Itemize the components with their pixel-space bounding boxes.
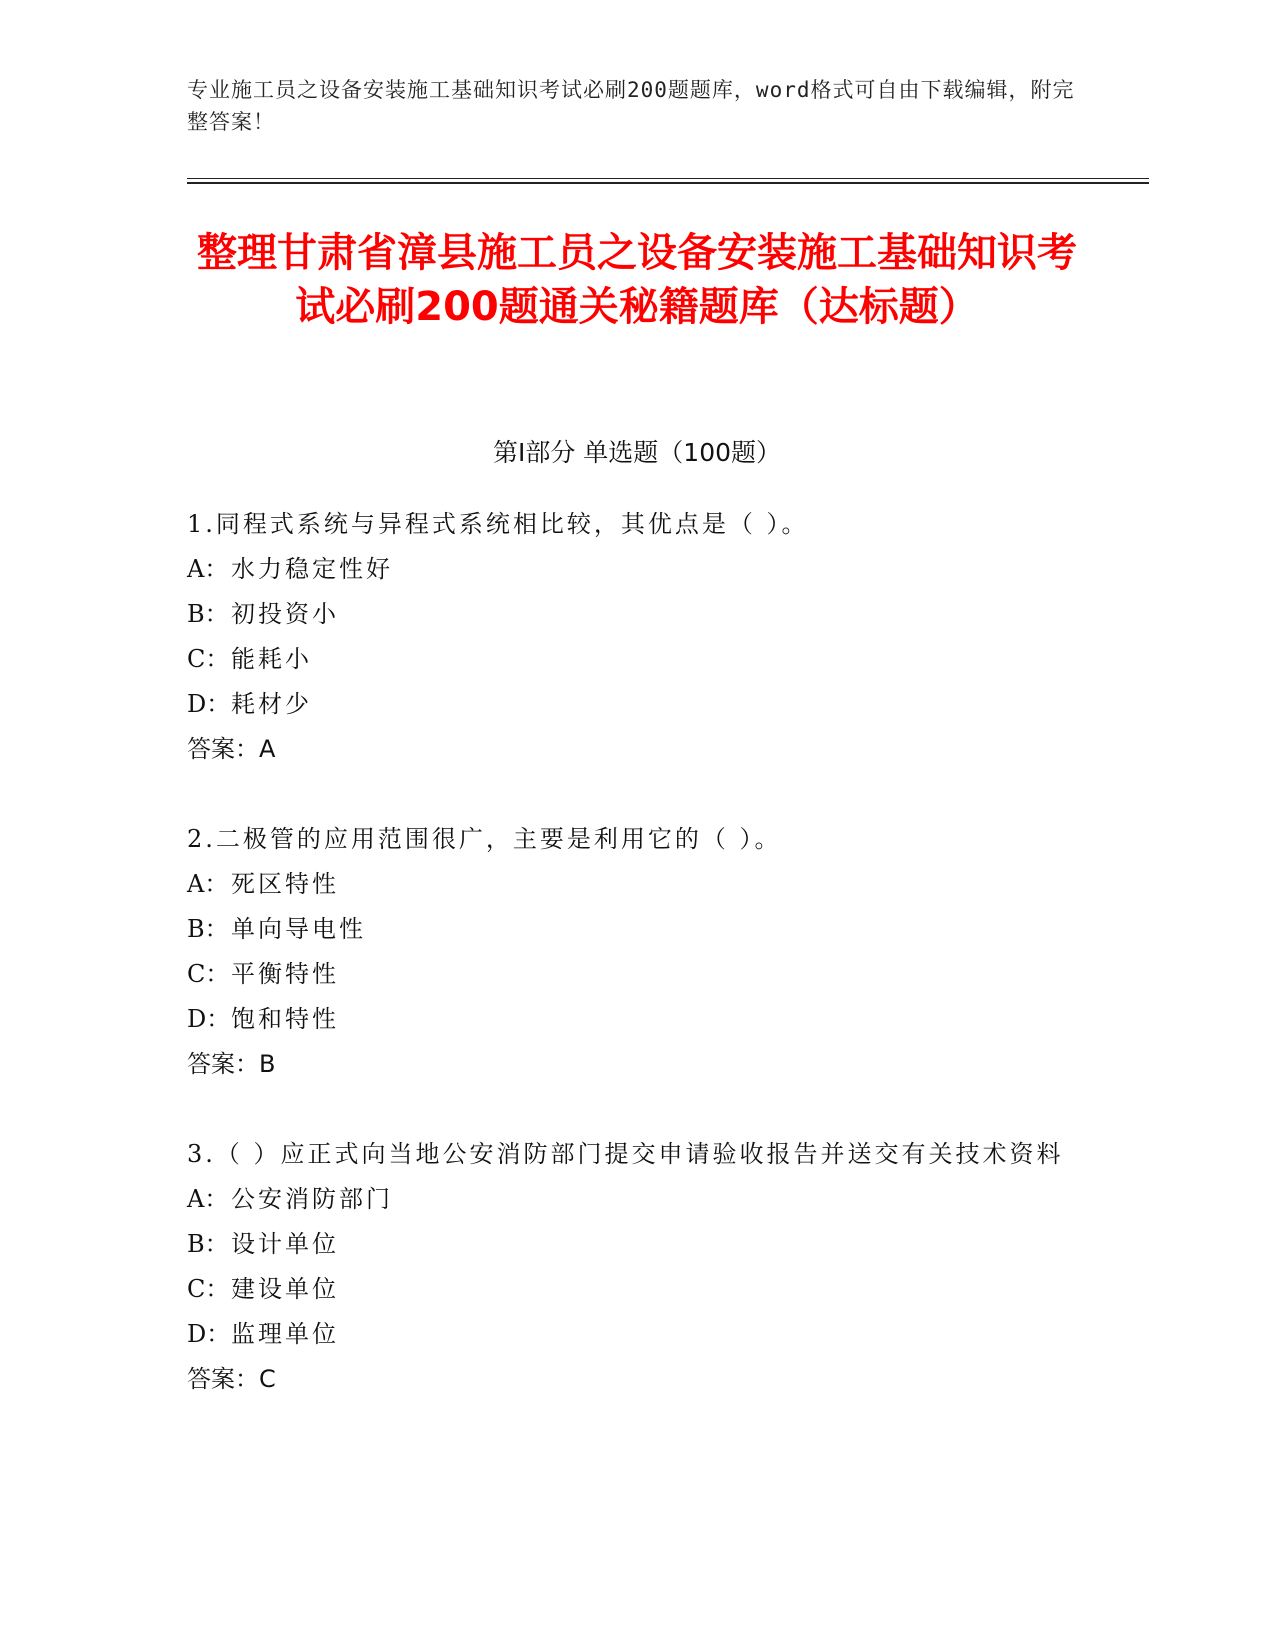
option-text: 建设单位 [231, 1275, 339, 1303]
question-1 [187, 502, 1087, 772]
option-c [187, 952, 1087, 997]
option-d [187, 682, 1087, 727]
answer: 答案：C [187, 1365, 276, 1393]
option-text: 死区特性 [231, 870, 339, 898]
question-2 [187, 817, 1087, 1087]
option-text: 耗材少 [231, 690, 312, 718]
option-a [187, 1177, 1087, 1222]
answer: 答案：B [187, 1050, 276, 1078]
option-key: D： [187, 1005, 231, 1033]
option-text: 公安消防部门 [231, 1185, 393, 1213]
option-key: C： [187, 1275, 230, 1303]
question-stem: 3.（ ）应正式向当地公安消防部门提交申请验收报告并送交有关技术资料 [187, 1140, 1064, 1168]
header-divider-thick [187, 182, 1149, 184]
option-text: 能耗小 [231, 645, 312, 673]
option-key: B： [187, 1230, 229, 1258]
option-a [187, 862, 1087, 907]
option-b [187, 907, 1087, 952]
option-key: A： [187, 870, 229, 898]
option-c [187, 637, 1087, 682]
option-text: 设计单位 [231, 1230, 339, 1258]
option-text: 单向导电性 [231, 915, 366, 943]
option-text: 饱和特性 [231, 1005, 339, 1033]
option-key: C： [187, 645, 230, 673]
option-key: A： [187, 1185, 229, 1213]
option-b [187, 592, 1087, 637]
option-text: 水力稳定性好 [231, 555, 393, 583]
option-a [187, 547, 1087, 592]
option-text: 平衡特性 [231, 960, 339, 988]
option-key: B： [187, 915, 229, 943]
option-d [187, 997, 1087, 1042]
document-title: 整理甘肃省漳县施工员之设备安装施工基础知识考试必刷200题通关秘籍题库（达标题） [197, 230, 1077, 330]
option-key: D： [187, 690, 231, 718]
question-3 [187, 1132, 1087, 1402]
option-key: C： [187, 960, 230, 988]
option-b [187, 1222, 1087, 1267]
question-stem: 2.二极管的应用范围很广，主要是利用它的（ ）。 [187, 825, 782, 853]
option-text: 初投资小 [231, 600, 339, 628]
section-heading: 第I部分 单选题（100题） [492, 438, 782, 467]
option-text: 监理单位 [231, 1320, 339, 1348]
question-stem: 1.同程式系统与异程式系统相比较，其优点是（ ）。 [187, 510, 809, 538]
option-d [187, 1312, 1087, 1357]
option-key: D： [187, 1320, 231, 1348]
header-note: 专业施工员之设备安装施工基础知识考试必刷200题题库，word格式可自由下载编辑，附完整答案！ [187, 78, 1075, 134]
header-divider-thin [187, 178, 1149, 179]
option-key: A： [187, 555, 229, 583]
option-c [187, 1267, 1087, 1312]
option-key: B： [187, 600, 229, 628]
answer: 答案：A [187, 735, 276, 763]
